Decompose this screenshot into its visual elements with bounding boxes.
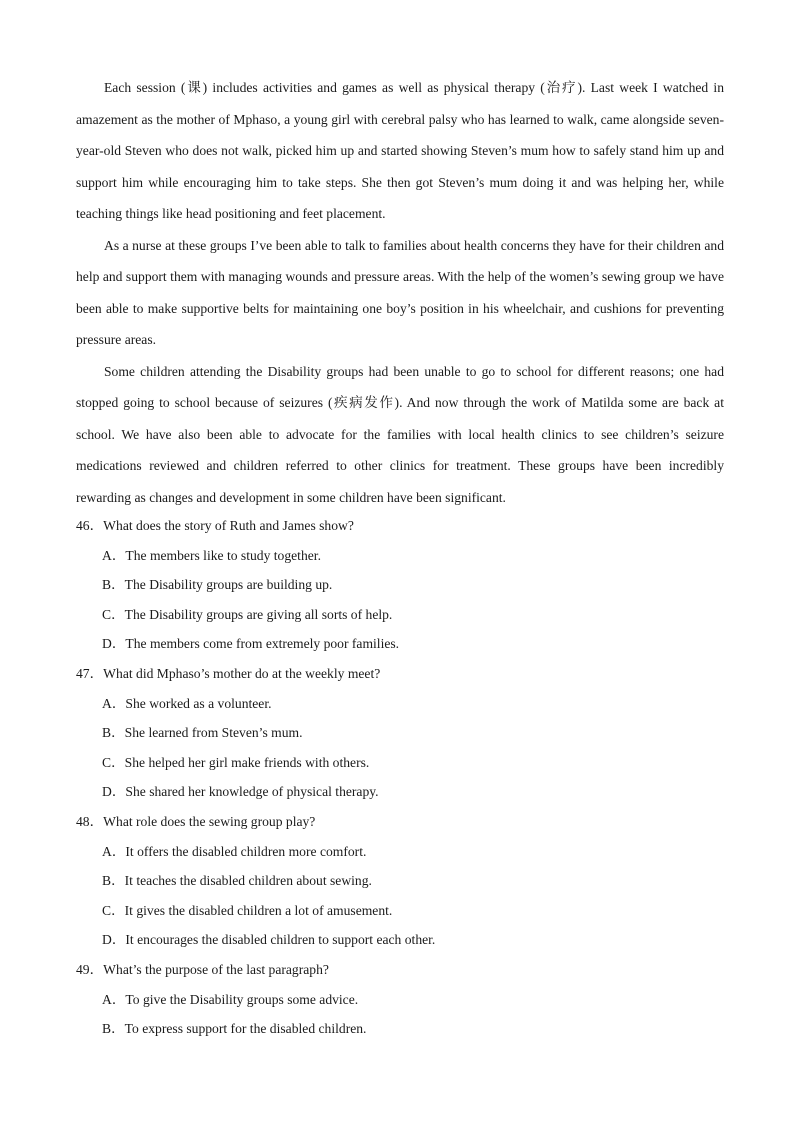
question-47 [76, 659, 724, 807]
reading-passage [76, 72, 724, 513]
option-d: D．She shared her knowledge of physical therapy. [102, 784, 379, 800]
question-stem: 49．What’s the purpose of the last paragraph? [76, 961, 329, 977]
option-a: A．It offers the disabled children more comfort. [102, 843, 367, 859]
question-46 [76, 511, 724, 659]
option-a: A．She worked as a volunteer. [102, 695, 272, 711]
option-d: D．It encourages the disabled children to support each other. [102, 932, 436, 948]
document-page [76, 72, 724, 1044]
question-stem: 48．What role does the sewing group play? [76, 813, 316, 829]
passage-paragraph-1: Each session (课) includes activities and games as well as physical therapy (治疗). Last week I watched in amazement as the mother of Mphaso, a young girl with cerebral palsy who has learned to walk, came alongside seven-year-old Steven who does not walk, picked him up and started showing Steven’s mum how to safely stand him up and support him while encouraging him to take steps. She then got Steven’s mum doing it and was helping her, while teaching things like head positioning and feet placement. [76, 80, 724, 221]
passage-paragraph-3: Some children attending the Disability groups had been unable to go to school for different reasons; one had stopped going to school because of seizures (疾病发作). And now through the work of Matilda some are back at school. We have also been able to advocate for the families with local health clinics to see children’s seizure medications reviewed and children referred to other clinics for treatment. These groups have been incredibly rewarding as changes and development in some children have been significant. [76, 363, 724, 505]
option-b: B．It teaches the disabled children about sewing. [102, 873, 372, 889]
option-a: A．The members like to study together. [102, 547, 321, 563]
question-list [76, 511, 724, 1044]
option-c: C．The Disability groups are giving all sorts of help. [102, 606, 393, 622]
option-b: B．The Disability groups are building up. [102, 577, 333, 593]
option-b: B．She learned from Steven’s mum. [102, 725, 303, 741]
question-49 [76, 955, 724, 1044]
question-stem: 46．What does the story of Ruth and James show? [76, 518, 354, 533]
option-d: D．The members come from extremely poor families. [102, 636, 400, 652]
option-c: C．She helped her girl make friends with others. [102, 754, 370, 770]
passage-paragraph-2: As a nurse at these groups I’ve been able to talk to families about health concerns they have for their children and help and support them with managing wounds and pressure areas. With the help of the women’s sewing group we have been able to make supportive belts for maintaining one boy’s position in his wheelchair, and cushions for preventing pressure areas. [76, 237, 724, 347]
option-c: C．It gives the disabled children a lot of amusement. [102, 902, 393, 918]
option-a: A．To give the Disability groups some advice. [102, 991, 359, 1007]
option-b: B．To express support for the disabled children. [102, 1021, 367, 1037]
question-48 [76, 807, 724, 955]
question-stem: 47．What did Mphaso’s mother do at the weekly meet? [76, 665, 381, 681]
